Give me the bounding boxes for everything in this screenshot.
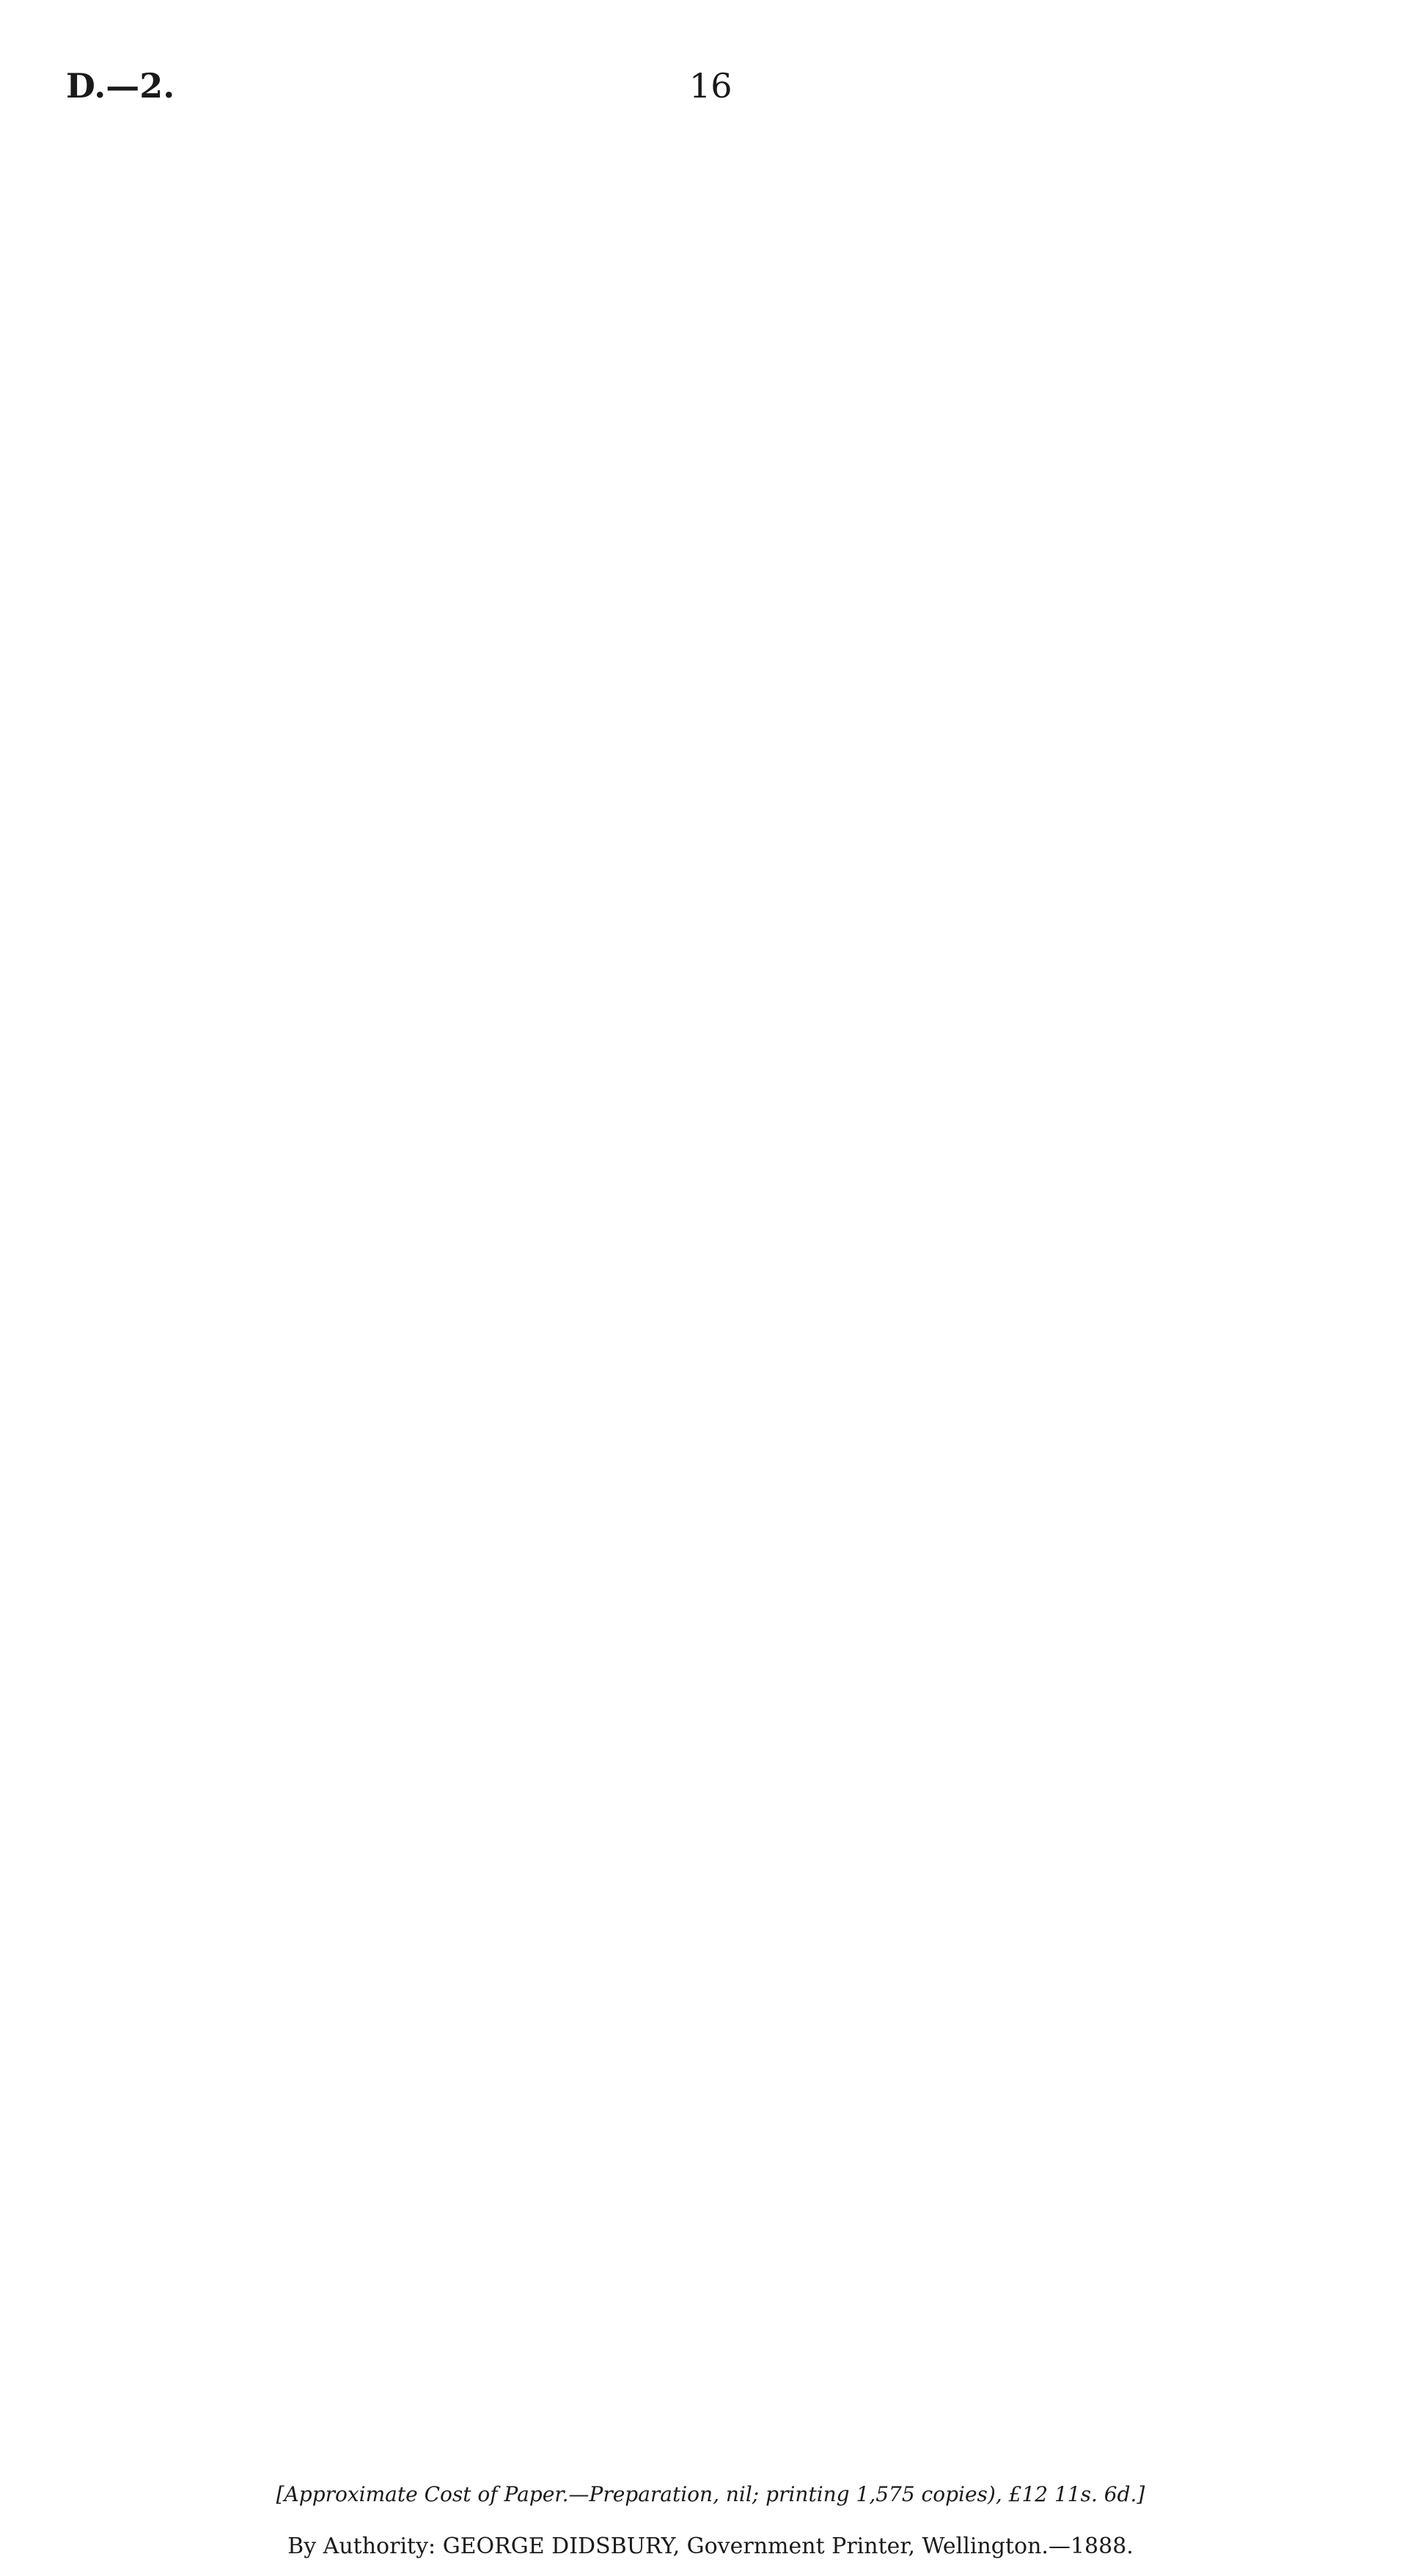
section-code: D.—2. xyxy=(66,66,175,106)
cost-line: [Approximate Cost of Paper.—Preparation, nil; printing 1,575 copies), £12 11s. 6d.] xyxy=(276,2482,1145,2506)
authority-line: By Authority: GEORGE DIDSBURY, Government Printer, Wellington.—1888. xyxy=(287,2533,1134,2559)
page-number: 16 xyxy=(689,66,732,106)
